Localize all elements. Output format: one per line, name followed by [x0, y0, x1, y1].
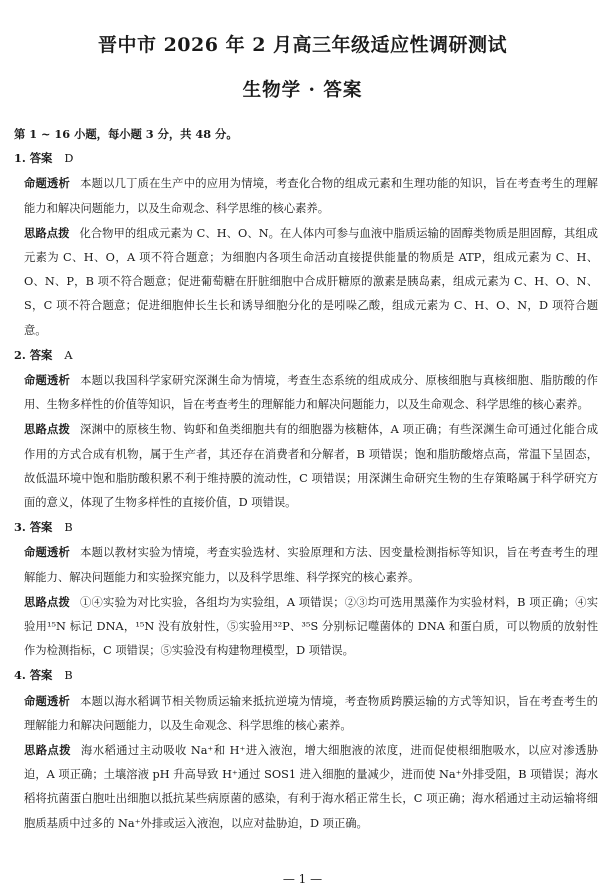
- section-note: 第 1 ~ 16 小题，每小题 3 分，共 48 分。: [14, 127, 238, 141]
- answer-label: 答案: [29, 668, 53, 683]
- answer-letter: B: [64, 669, 73, 683]
- answer-item-3: [14, 515, 598, 663]
- intro-text: 本题以海水稻调节相关物质运输来抵抗逆境为情境，考查物质跨膜运输的方式等知识，旨在考查考生的理解能力和解决问题能力，以及生命观念、科学思维的核心素养。: [24, 694, 598, 732]
- answer-content: [14, 122, 598, 836]
- intro-label: 命题透析: [24, 176, 71, 191]
- intro-label: 命题透析: [24, 693, 71, 708]
- answer-label: 答案: [29, 520, 53, 535]
- answer-letter: A: [64, 348, 73, 362]
- intro-paragraph: [14, 689, 598, 738]
- question-number: 4.: [14, 668, 26, 683]
- answer-line: [14, 343, 598, 368]
- question-number: 2.: [14, 347, 26, 362]
- hint-paragraph: [14, 590, 598, 664]
- hint-text: 海水稻通过主动吸收 Na⁺和 H⁺进入液泡，增大细胞液的浓度，进而促使根细胞吸水，以应对渗透胁迫，A 项正确；土壤溶液 pH 升高导致 H⁺通过 SOS1 进入细胞的量减少，进而使 Na⁺外排受阻，B 项错误；海水稻将抗菌蛋白胞吐出细胞以抵抗某些病原菌的感染，有利于海水稻正常生长，C 项正确；海水稻通过主动运输将细胞质基质中过多的 Na⁺外排或运入液泡，以应对盐胁迫，D 项正确。: [24, 744, 598, 830]
- answer-line: [14, 146, 598, 171]
- answer-item-4: [14, 663, 598, 835]
- hint-paragraph: [14, 221, 598, 343]
- page-subtitle: 生物学 · 答案: [242, 80, 363, 101]
- intro-text: 本题以我国科学家研究深渊生命为情境，考查生态系统的组成成分、原核细胞与真核细胞、脂肪酸的作用、生物多样性的价值等知识，旨在考查考生的理解能力和解决问题能力，以及生命观念、科学思维的核心素养。: [24, 374, 598, 412]
- hint-text: ①④实验为对比实验，各组均为实验组，A 项错误；②③均可选用黑藻作为实验材料，B 项正确；④实验用¹⁵N 标记 DNA，¹⁵N 没有放射性，⑤实验用³²P、³⁵S 分别标记噬菌体的 DNA 和蛋白质，可以物质的放射性作为检测指标，C 项错误；⑤实验没有构建物理模型，D 项错误。: [24, 595, 598, 658]
- answer-letter: D: [64, 152, 74, 166]
- hint-paragraph: [14, 417, 598, 515]
- answer-label: 答案: [29, 151, 53, 166]
- answer-label: 答案: [29, 347, 53, 362]
- hint-label: 思路点拨: [24, 225, 70, 240]
- question-number: 1.: [14, 151, 26, 166]
- answer-item-2: [14, 343, 598, 515]
- intro-label: 命题透析: [24, 545, 71, 560]
- question-number: 3.: [14, 520, 26, 535]
- page-number: — 1 —: [282, 872, 323, 886]
- hint-paragraph: [14, 738, 598, 836]
- answer-item-1: [14, 146, 598, 343]
- intro-text: 本题以几丁质在生产中的应用为情境，考查化合物的组成元素和生理功能的知识，旨在考查考生的理解能力和解决问题能力，以及生命观念、科学思维的核心素养。: [24, 177, 598, 215]
- intro-paragraph: [14, 368, 598, 417]
- intro-label: 命题透析: [24, 373, 71, 388]
- intro-text: 本题以教材实验为情境，考查实验选材、实验原理和方法、因变量检测指标等知识，旨在考查考生的理解能力、解决问题能力和实验探究能力，以及科学思维、科学探究的核心素养。: [24, 546, 598, 584]
- hint-label: 思路点拨: [24, 594, 70, 609]
- answer-line: [14, 515, 598, 540]
- answer-letter: B: [64, 521, 73, 535]
- page-title: 晋中市 2026 年 2 月高三年级适应性调研测试: [97, 34, 508, 56]
- hint-text: 深渊中的原核生物、钩虾和鱼类细胞共有的细胞器为核糖体，A 项正确；有些深渊生命可通过化能合成作用的方式合成有机物，属于生产者，其还存在消费者和分解者，B 项错误；饱和脂肪酸熔点高，常温下呈固态，故低温环境中饱和脂肪酸积累不利于维持膜的流动性，C 项错误；用深渊生命研究生物的生存策略属于科学研究方面的意义，体现了生物多样性的直接价值，D 项错误。: [24, 423, 598, 510]
- hint-text: 化合物甲的组成元素为 C、H、O、N。在人体内可参与血液中脂质运输的固醇类物质是胆固醇，其组成元素为 C、H、O，A 项不符合题意；为细胞内各项生命活动直接提供能量的物质是 ATP，组成元素为 C、H、O、N、P，B 项不符合题意；促进葡萄糖在肝脏细胞中合成肝糖原的激素是胰岛素，组成元素为 C、H、O、N、S，C 项不符合题意；促进细胞伸长生长和诱导细胞分化的是吲哚乙酸，组成元素为 C、H、O、N，D 项符合题意。: [24, 226, 598, 337]
- hint-label: 思路点拨: [24, 422, 71, 437]
- hint-label: 思路点拨: [24, 743, 72, 758]
- answer-line: [14, 663, 598, 688]
- intro-paragraph: [14, 540, 598, 589]
- intro-paragraph: [14, 171, 598, 220]
